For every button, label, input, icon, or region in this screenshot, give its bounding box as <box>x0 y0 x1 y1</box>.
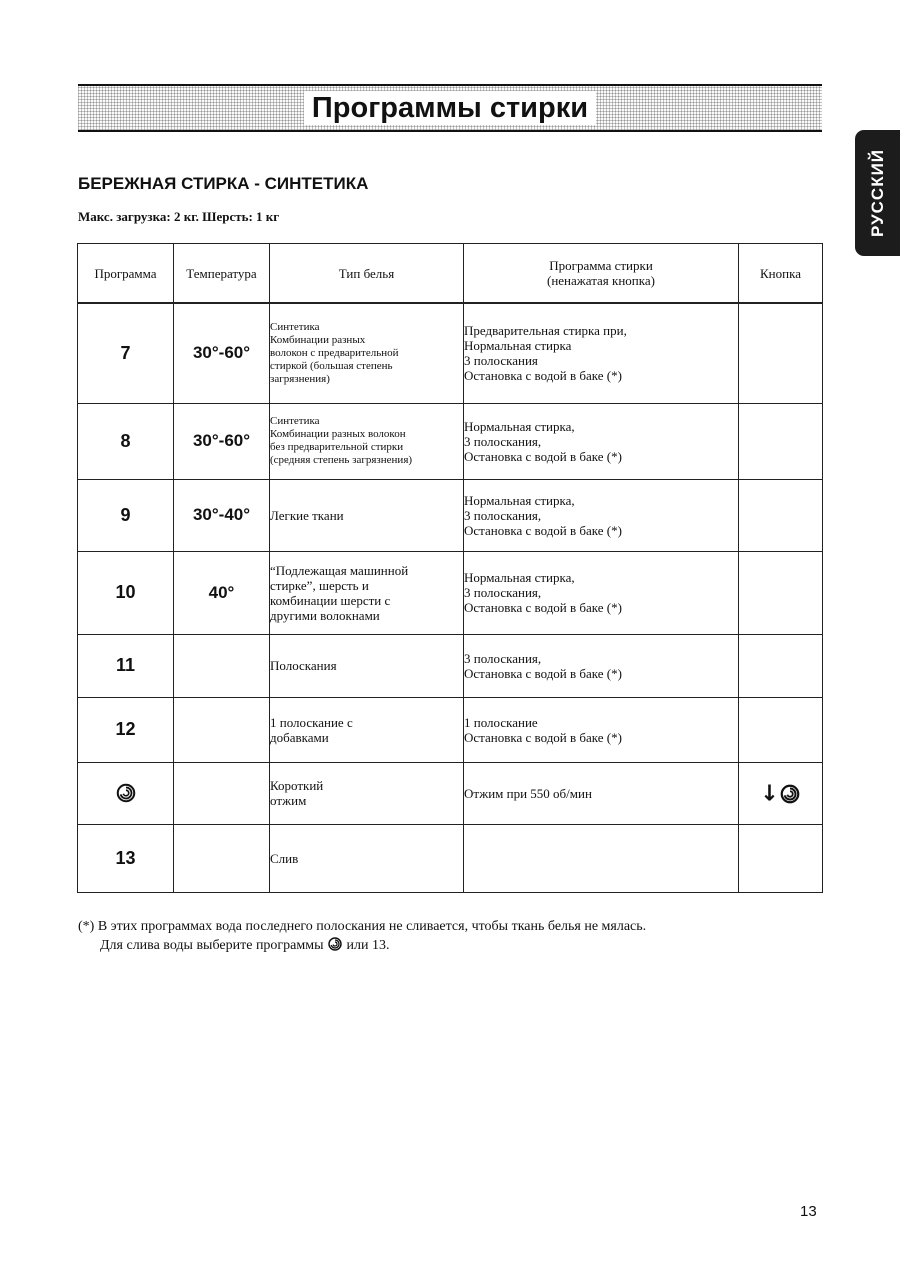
down-arrow-icon: ↓ <box>760 781 779 807</box>
cycle-line: Нормальная стирка, <box>464 570 575 585</box>
program-number: 13 <box>78 824 174 892</box>
wash-cycle <box>464 403 739 479</box>
program-number: 8 <box>78 403 174 479</box>
temperature: 40° <box>174 551 270 634</box>
table-row <box>78 403 823 479</box>
load-info: Макс. загрузка: 2 кг. Шерсть: 1 кг <box>78 209 280 224</box>
button-cell <box>739 697 823 762</box>
cycle-line: Остановка с водой в баке (*) <box>464 600 622 615</box>
language-tab <box>855 130 900 256</box>
section-title: БЕРЕЖНАЯ СТИРКА - СИНТЕТИКА <box>78 174 369 193</box>
button-cell <box>739 824 823 892</box>
header-fabric: Тип белья <box>270 244 464 304</box>
cycle-line: Остановка с водой в баке (*) <box>464 368 622 384</box>
temperature: 30°-40° <box>174 479 270 551</box>
temperature <box>174 762 270 824</box>
fabric-type <box>270 762 464 824</box>
table-row <box>78 634 823 697</box>
page-title: Программы стирки <box>304 91 596 125</box>
button-cell <box>739 303 823 403</box>
header-cycle <box>464 244 739 304</box>
header-temperature: Температура <box>174 244 270 304</box>
wash-cycle <box>464 762 739 824</box>
temperature <box>174 697 270 762</box>
table-row <box>78 303 823 403</box>
program-number: 11 <box>78 634 174 697</box>
program-number: 10 <box>78 551 174 634</box>
temperature <box>174 634 270 697</box>
header-cycle-line2: (ненажатая кнопка) <box>547 273 655 288</box>
fabric-line: другими волокнами <box>270 607 380 623</box>
program-table <box>77 243 823 893</box>
wash-cycle <box>464 479 739 551</box>
header-cycle-line1: Программа стирки <box>549 258 653 273</box>
table-row <box>78 762 823 824</box>
program-number: 12 <box>78 697 174 762</box>
fabric-line: (средняя степень загрязнения) <box>270 454 413 466</box>
spin-icon <box>327 936 343 952</box>
wash-cycle <box>464 634 739 697</box>
fabric-line: отжим <box>270 793 307 808</box>
cycle-line: 3 полоскания, <box>464 585 542 600</box>
fabric-type <box>270 551 464 634</box>
fabric-type <box>270 634 464 697</box>
spin-icon <box>115 782 137 804</box>
fabric-line: Комбинации разных <box>270 333 366 346</box>
fabric-line: Короткий <box>270 778 324 793</box>
button-cell <box>739 403 823 479</box>
fabric-line: Синтетика <box>270 415 320 427</box>
cycle-line: Предварительная стирка при, <box>464 323 627 339</box>
title-banner <box>78 84 822 132</box>
table-row <box>78 697 823 762</box>
button-cell <box>739 479 823 551</box>
fabric-type <box>270 824 464 892</box>
fabric-line: Комбинации разных волокон <box>270 428 406 440</box>
wash-cycle <box>464 551 739 634</box>
table-header-row <box>78 244 823 304</box>
cycle-line: 3 полоскания, <box>464 507 542 523</box>
cycle-line: Остановка с водой в баке (*) <box>464 665 622 681</box>
temperature <box>174 824 270 892</box>
table-row <box>78 479 823 551</box>
cycle-line: Нормальная стирка, <box>464 418 575 434</box>
fabric-type <box>270 403 464 479</box>
page-number: 13 <box>800 1203 817 1220</box>
footnote-line2 <box>78 936 838 955</box>
button-cell <box>739 762 823 824</box>
language-tab-label: РУССКИЙ <box>867 148 887 238</box>
cycle-line: Нормальная стирка, <box>464 492 575 508</box>
fabric-line: загрязнения) <box>270 372 330 385</box>
wash-cycle <box>464 303 739 403</box>
fabric-type <box>270 303 464 403</box>
cycle-line: 3 полоскания <box>464 353 538 369</box>
button-cell <box>739 634 823 697</box>
footnote-line1: (*) В этих программах вода последнего полоскания не сливается, чтобы ткань белья не мялась. <box>78 919 647 934</box>
cycle-line: Отжим при 550 об/мин <box>464 785 592 801</box>
spin-button-icon <box>779 783 801 805</box>
footnote <box>78 918 838 955</box>
fabric-line: 1 полоскание с <box>270 714 353 730</box>
wash-cycle <box>464 824 739 892</box>
program-spin-cell <box>78 762 174 824</box>
program-number: 9 <box>78 479 174 551</box>
fabric-line: “Подлежащая машинной <box>270 562 409 578</box>
fabric-line: Легкие ткани <box>270 507 344 523</box>
cycle-line: Остановка с водой в баке (*) <box>464 729 622 745</box>
button-cell <box>739 551 823 634</box>
table-row <box>78 551 823 634</box>
fabric-type <box>270 697 464 762</box>
fabric-type <box>270 479 464 551</box>
fabric-line: Полоскания <box>270 658 337 673</box>
header-program: Программа <box>78 244 174 304</box>
fabric-line: Синтетика <box>270 320 320 333</box>
cycle-line: Остановка с водой в баке (*) <box>464 448 622 464</box>
fabric-line: волокон с предварительной <box>270 346 399 359</box>
table-row <box>78 824 823 892</box>
fabric-line: стирке”, шерсть и <box>270 577 369 593</box>
cycle-line: 1 полоскание <box>464 714 538 730</box>
fabric-line: комбинации шерсти с <box>270 592 391 608</box>
footnote-line2-start: Для слива воды выберите программы <box>100 938 324 953</box>
cycle-line: Нормальная стирка <box>464 338 572 354</box>
temperature: 30°-60° <box>174 303 270 403</box>
cycle-line: 3 полоскания, <box>464 433 542 449</box>
fabric-line: стиркой (большая степень <box>270 359 393 372</box>
program-number: 7 <box>78 303 174 403</box>
footnote-line2-end: или 13. <box>346 938 390 953</box>
wash-cycle <box>464 697 739 762</box>
header-button: Кнопка <box>739 244 823 304</box>
cycle-line: 3 полоскания, <box>464 650 542 666</box>
fabric-line: без предварительной стирки <box>270 441 404 453</box>
fabric-line: добавками <box>270 729 329 745</box>
cycle-line: Остановка с водой в баке (*) <box>464 522 622 538</box>
temperature: 30°-60° <box>174 403 270 479</box>
fabric-line: Слив <box>270 850 299 866</box>
